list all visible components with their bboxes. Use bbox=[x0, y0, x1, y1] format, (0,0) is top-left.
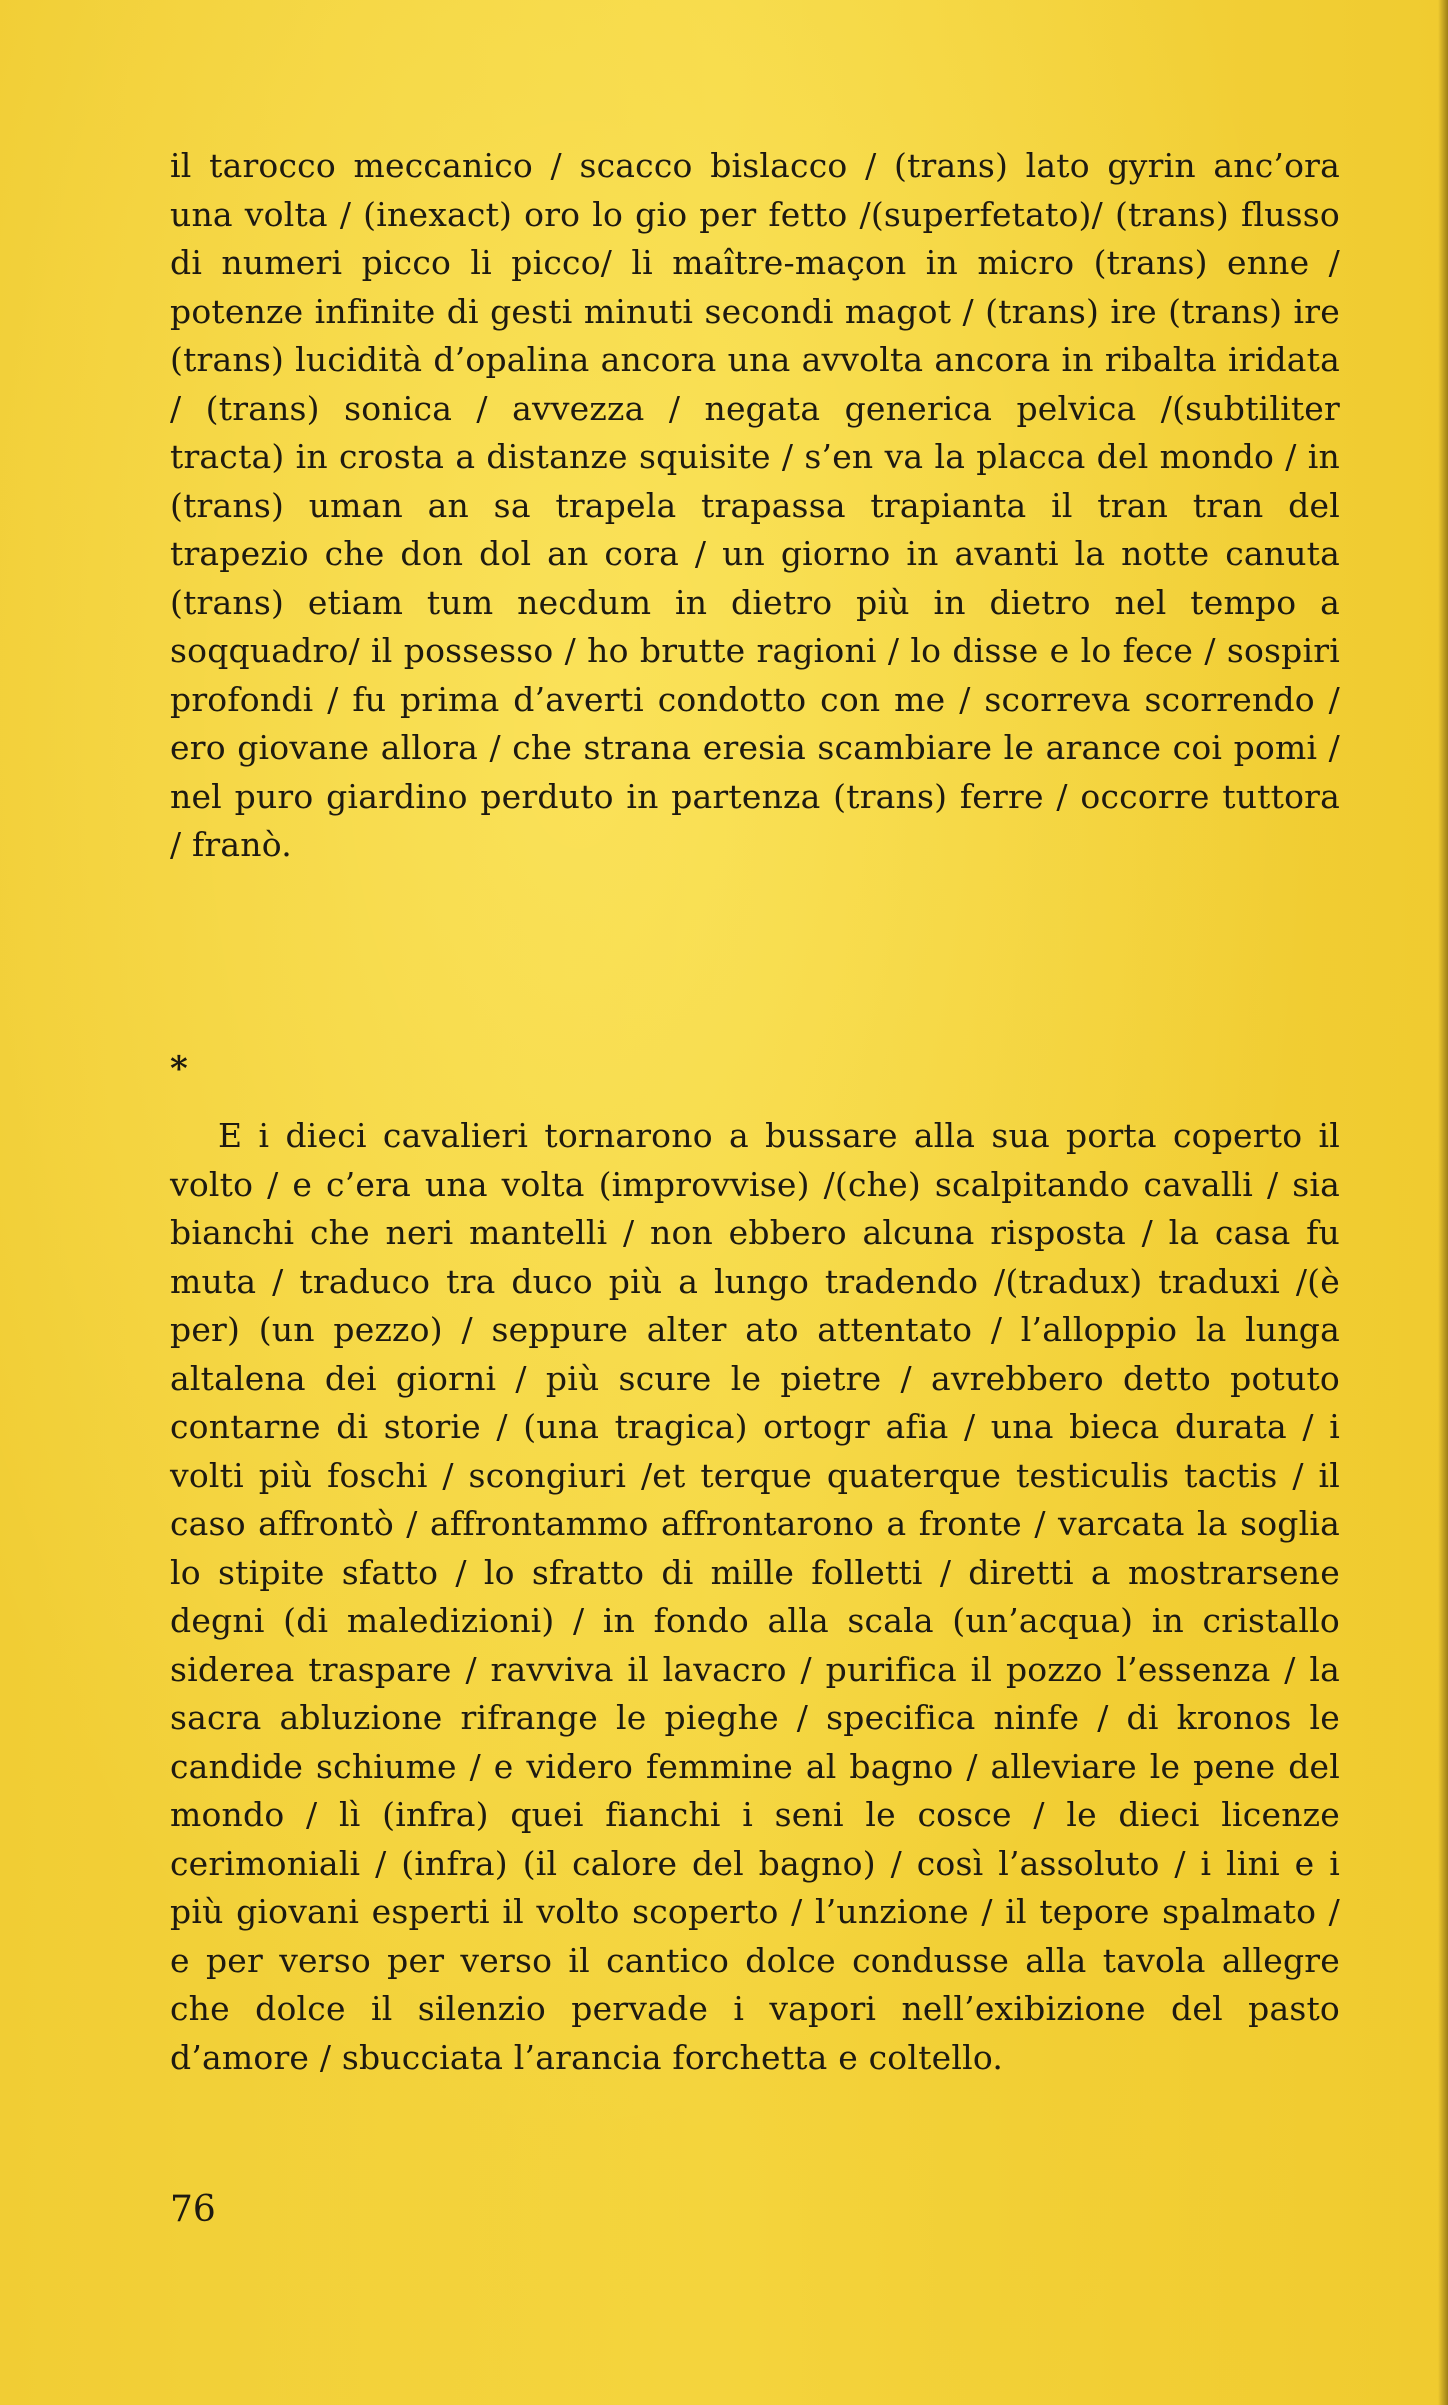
page-number: 76 bbox=[170, 2189, 216, 2230]
paragraph-2: E i dieci cavalieri tornarono a bussare alla sua porta coperto il volto / e c’era una volta (improvvise) /(che) scalpitando cavalli / sia bianchi che neri mantelli / non ebbero alcuna risposta / la casa fu muta / traduco tra duco più a lungo tradendo /(tradux) traduxi /(è per) (un pezzo) / seppure alter ato attentato / l’alloppio la lunga altalena dei giorni / più scure le pietre / avrebbero detto potuto contarne di storie / (una tragica) ortogr afia / una bieca durata / i volti più foschi / scongiuri /et terque quaterque testiculis tactis / il caso affrontò / affrontammo affrontarono a fronte / varcata la soglia lo stipite sfatto / lo sfratto di mille folletti / diretti a mostrarsene degni (di maledizioni) / in fondo alla scala (un’acqua) in cristallo siderea traspare / ravviva il lavacro / purifica il pozzo l’essenza / la sacra abluzione rifrange le pieghe / specifica ninfe / di kronos le candide schiume / e videro femmine al bagno / alleviare le pene del mondo / lì (infra) quei fianchi i seni le cosce / le dieci licenze cerimoniali / (infra) (il calore del bagno) / così l’assoluto / i lini e i più giovani esperti il volto scoperto / l’unzione / il tepore spalmato / e per verso per verso il cantico dolce condusse alla tavola allegre che dolce il silenzio pervade i vapori nell’exibizione del pasto d’amore / sbucciata l’arancia forchetta e coltello. bbox=[170, 1116, 1340, 2077]
paragraph-1: il tarocco meccanico / scacco bislacco / (trans) lato gyrin anc’ora una volta / (inexact) oro lo gio per fetto /(superfetato)/ (trans) flusso di numeri picco li picco/ li maître-maçon in micro (trans) enne / potenze infinite di gesti minuti secondi magot / (trans) ire (trans) ire (trans) lucidità d’opalina ancora una avvolta ancora in ribalta iridata / (trans) sonica / avvezza / negata generica pelvica /(subtiliter tracta) in crosta a distanze squisite / s’en va la placca del mondo / in (trans) uman an sa trapela trapassa trapianta il tran tran del trapezio che don dol an cora / un giorno in avanti la notte canuta (trans) etiam tum necdum in dietro più in dietro nel tempo a soqquadro/ il possesso / ho brutte ragioni / lo disse e lo fece / sospiri profondi / fu prima d’averti condotto con me / scorreva scorrendo / ero giovane allora / che strana eresia scambiare le arance coi pomi / nel puro giardino perduto in partenza (trans) ferre / occorre tuttora / franò. bbox=[170, 146, 1340, 864]
page-edge-shadow bbox=[1438, 0, 1448, 2405]
section-separator: * bbox=[170, 1049, 188, 1089]
poem-section-1 bbox=[170, 142, 1340, 870]
poem-section-2 bbox=[170, 1112, 1340, 2082]
